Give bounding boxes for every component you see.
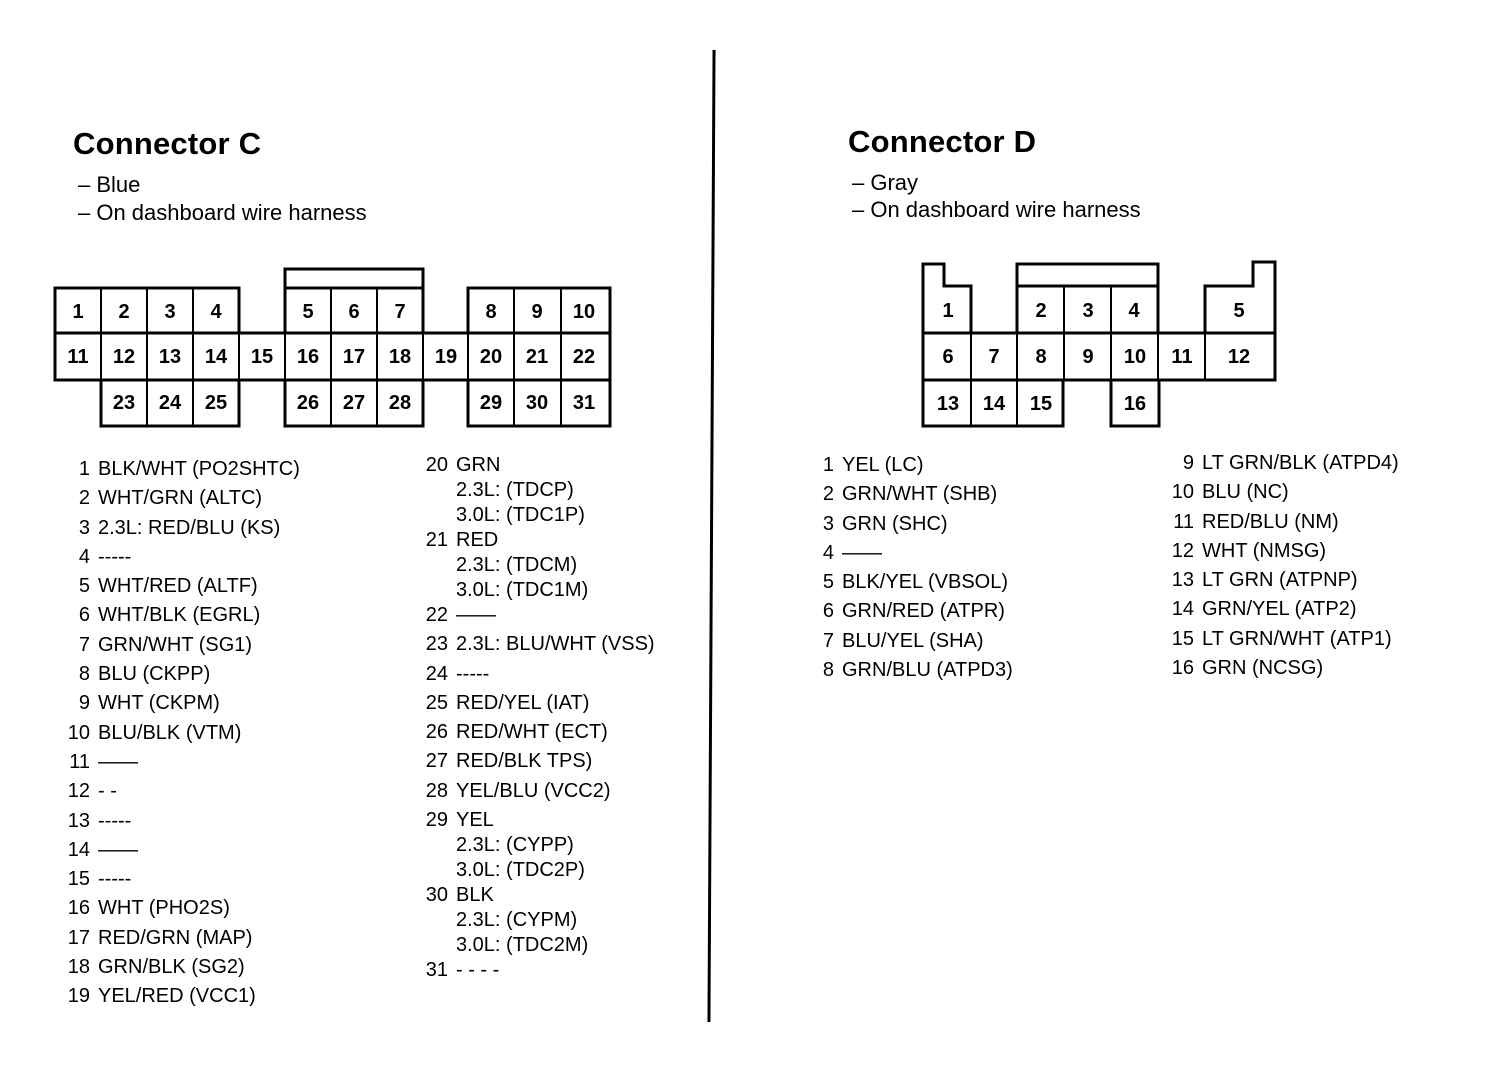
- pin-list-item: [60, 543, 300, 572]
- connector-c-diagram-pin-12: 12: [112, 346, 136, 368]
- connector-c-diagram-pin-22: 22: [572, 346, 596, 368]
- pin-list-item: [60, 777, 300, 806]
- pin-number: 12: [67, 780, 90, 803]
- pin-number: 10: [67, 721, 90, 744]
- connector-d-title: Connector D: [848, 124, 1037, 159]
- pin-description: GRN: [456, 454, 501, 476]
- pin-description: GRN/BLU (ATPD3): [842, 659, 1013, 682]
- connector-c-diagram-pin-25: 25: [204, 392, 228, 414]
- pin-description: RED: [456, 529, 499, 551]
- pin-number: 3: [822, 512, 834, 535]
- connector-c-diagram-pin-14: 14: [204, 346, 228, 368]
- pin-number: 9: [78, 692, 90, 715]
- connector-d-diagram-pin-7: 7: [988, 346, 1000, 368]
- pin-list-item: [1164, 537, 1399, 566]
- connector-c-diagram-pin-28: 28: [388, 392, 412, 414]
- pin-number: 10: [1171, 481, 1194, 504]
- pin-description: -----: [98, 545, 132, 568]
- pin-list-item: [60, 572, 300, 601]
- pin-list-item: [60, 514, 300, 543]
- connector-c-diagram-pin-3: 3: [164, 301, 176, 323]
- connector-c-diagram-pin-23: 23: [112, 392, 136, 414]
- pin-number: 11: [69, 750, 90, 773]
- pin-description: - -: [98, 780, 117, 803]
- pin-number: 18: [67, 956, 90, 979]
- pin-number: 13: [67, 809, 90, 832]
- pin-number: 13: [1171, 569, 1194, 592]
- connector-d-diagram-pin-3: 3: [1082, 300, 1094, 322]
- pin-number: 2: [78, 487, 90, 510]
- connector-d-diagram-pin-16: 16: [1123, 393, 1147, 415]
- connector-c-diagram-pin-17: 17: [342, 346, 366, 368]
- pin-description: GRN/WHT (SG1): [98, 633, 253, 656]
- pin-number: 11: [1173, 510, 1194, 533]
- connector-c-diagram-pin-6: 6: [348, 301, 360, 323]
- connector-d-diagram-pin-6: 6: [942, 346, 954, 368]
- pin-list-item: [60, 924, 300, 953]
- pin-description: BLU/YEL (SHA): [842, 629, 984, 652]
- pin-description: WHT/GRN (ALTC): [98, 487, 263, 510]
- pin-list-item: [418, 691, 655, 720]
- pin-number: 4: [822, 541, 834, 564]
- pin-description: GRN (NCSG): [1202, 657, 1324, 680]
- pin-description: -----: [98, 809, 132, 832]
- pin-number: 15: [67, 868, 90, 891]
- connector-d-diagram-pin-12: 12: [1227, 346, 1251, 368]
- connector-d-diagram-pin-2: 2: [1035, 300, 1047, 322]
- pin-description: BLK/WHT (PO2SHTC): [98, 458, 300, 480]
- pin-number: 14: [1171, 598, 1194, 621]
- connector-c-diagram-pin-15: 15: [250, 346, 274, 368]
- pin-list-item: [60, 953, 300, 982]
- pin-description: RED/BLK TPS): [456, 750, 593, 773]
- connector-c-diagram-pin-16: 16: [296, 346, 320, 368]
- pin-description: WHT/BLK (EGRL): [98, 604, 261, 627]
- pin-list-item: [418, 453, 655, 528]
- pin-list-item: [418, 749, 655, 778]
- pin-variant: 3.0L: (TDC2P): [456, 859, 585, 882]
- pin-description: BLU/BLK (VTM): [98, 721, 242, 744]
- connector-c-diagram-pin-20: 20: [479, 346, 503, 368]
- pin-number: 9: [1182, 452, 1194, 474]
- pin-description: YEL (LC): [842, 454, 924, 476]
- pin-number: 20: [425, 454, 448, 476]
- connector-c-diagram-pin-11: 11: [67, 346, 89, 368]
- pin-description: YEL: [456, 809, 494, 832]
- pin-description: ——: [842, 541, 882, 564]
- pin-number: 19: [67, 985, 90, 1008]
- connector-c-diagram-pin-24: 24: [158, 392, 182, 414]
- pin-variant: 2.3L: (TDCP): [456, 479, 574, 501]
- pin-description: 2.3L: BLU/WHT (VSS): [456, 633, 655, 656]
- connector-d-pin-list-right: [1164, 449, 1399, 683]
- connector-c-diagram-pin-1: 1: [72, 301, 84, 323]
- pin-description: LT GRN/BLK (ATPD4): [1202, 452, 1399, 474]
- pin-description: GRN/BLK (SG2): [98, 956, 245, 979]
- pin-description: BLU (NC): [1202, 481, 1289, 504]
- pin-list-item: [1164, 508, 1399, 537]
- connector-c-diagram-pin-7: 7: [394, 301, 406, 323]
- pin-number: 1: [822, 454, 834, 476]
- pin-description: LT GRN/WHT (ATP1): [1202, 627, 1392, 650]
- connector-c-diagram-pin-9: 9: [531, 301, 543, 323]
- pin-list-item: [812, 568, 1013, 597]
- pin-list-item: [60, 631, 300, 660]
- connector-d-diagram-pin-9: 9: [1082, 346, 1094, 368]
- pin-list-item: [418, 720, 655, 749]
- pin-list-item: [60, 865, 300, 894]
- pin-number: 7: [78, 633, 90, 656]
- pin-list-item: [1164, 654, 1399, 683]
- pin-list-item: [812, 656, 1013, 685]
- pin-description: BLK/YEL (VBSOL): [842, 571, 1008, 594]
- pin-description: GRN (SHC): [842, 512, 948, 535]
- pin-number: 5: [78, 575, 90, 598]
- pin-list-item: [418, 662, 655, 691]
- pin-list-item: [812, 539, 1013, 568]
- pin-description: RED/GRN (MAP): [98, 926, 253, 949]
- pin-list-item: [60, 836, 300, 865]
- connector-d-diagram-pin-4: 4: [1128, 300, 1140, 322]
- pin-description: ——: [456, 604, 496, 626]
- pin-description: LT GRN (ATPNP): [1202, 569, 1358, 592]
- pin-list-item: [1164, 478, 1399, 507]
- pin-list-item: [60, 689, 300, 718]
- connector-c-diagram-pin-4: 4: [210, 301, 222, 323]
- pin-description: WHT (NMSG): [1202, 539, 1327, 562]
- connector-c-diagram-pin-26: 26: [296, 392, 320, 414]
- pin-number: 16: [1171, 657, 1194, 680]
- pin-list-item: [812, 597, 1013, 626]
- pin-list-item: [60, 982, 300, 1011]
- pin-number: 15: [1171, 627, 1194, 650]
- pin-number: 28: [425, 779, 448, 802]
- pin-number: 23: [425, 633, 448, 656]
- pin-variant: 3.0L: (TDC1P): [456, 504, 585, 526]
- pin-list-item: [1164, 595, 1399, 624]
- connector-c-diagram-pin-2: 2: [118, 301, 130, 323]
- pin-number: 30: [425, 884, 448, 907]
- connector-c-diagram-pin-13: 13: [158, 346, 182, 368]
- pin-number: 25: [425, 691, 448, 714]
- connector-d-latch: [1017, 264, 1158, 286]
- pin-description: GRN/RED (ATPR): [842, 600, 1005, 623]
- pin-list-item: [60, 748, 300, 777]
- pin-number: 5: [822, 571, 834, 594]
- connector-d-location: – On dashboard wire harness: [852, 197, 1141, 222]
- pin-number: 2: [822, 483, 834, 506]
- connector-d-diagram-pin-10: 10: [1123, 346, 1147, 368]
- pin-number: 29: [425, 809, 448, 832]
- pin-variant: 2.3L: (CYPM): [456, 909, 578, 932]
- pin-list-item: [60, 719, 300, 748]
- connector-c-pin-list-right: [418, 453, 655, 987]
- connector-d-color: – Gray: [852, 170, 919, 195]
- pin-number: 6: [78, 604, 90, 627]
- pin-list-item: [418, 883, 655, 958]
- pin-number: 27: [425, 750, 448, 773]
- connector-d-diagram-pin-14: 14: [982, 393, 1006, 415]
- pin-number: 22: [425, 604, 448, 626]
- pin-description: RED/WHT (ECT): [456, 721, 608, 744]
- pin-number: 8: [78, 663, 90, 686]
- connector-c-location: – On dashboard wire harness: [78, 200, 367, 225]
- connector-c-diagram-pin-29: 29: [479, 392, 503, 414]
- pin-description: ——: [98, 750, 138, 773]
- pin-list-item: [60, 807, 300, 836]
- connector-d-diagram-pin-8: 8: [1035, 346, 1047, 368]
- connector-c-diagram-pin-27: 27: [342, 392, 366, 414]
- pin-number: 6: [822, 600, 834, 623]
- pin-description: YEL/RED (VCC1): [98, 985, 256, 1008]
- pin-number: 21: [425, 529, 448, 551]
- pin-number: 31: [425, 959, 448, 982]
- pin-number: 1: [78, 458, 90, 480]
- pin-list-item: [812, 480, 1013, 509]
- pin-list-item: [812, 510, 1013, 539]
- pin-description: RED/YEL (IAT): [456, 691, 590, 714]
- pin-list-item: [60, 894, 300, 923]
- pin-variant: 3.0L: (TDC2M): [456, 934, 589, 957]
- connector-c-pin-list-left: [60, 455, 300, 1012]
- connector-d-body: [923, 333, 1275, 380]
- pin-list-item: [1164, 625, 1399, 654]
- connector-d-pin-list-left: [812, 451, 1013, 685]
- pin-list-item: [418, 958, 655, 987]
- pin-description: GRN/YEL (ATP2): [1202, 598, 1357, 621]
- pin-list-item: [812, 451, 1013, 480]
- pin-variant: 2.3L: (CYPP): [456, 834, 574, 857]
- pin-variant: 3.0L: (TDC1M): [456, 579, 589, 601]
- pin-description: YEL/BLU (VCC2): [456, 779, 611, 802]
- connector-c-diagram-pin-5: 5: [302, 301, 314, 323]
- pin-description: RED/BLU (NM): [1202, 510, 1339, 533]
- pin-description: -----: [456, 662, 490, 685]
- connector-d-diagram-pin-1: 1: [942, 300, 954, 322]
- pin-number: 7: [822, 629, 834, 652]
- pin-description: BLU (CKPP): [98, 663, 211, 686]
- pin-number: 4: [78, 545, 90, 568]
- connector-d-diagram-pin-11: 11: [1171, 346, 1193, 368]
- pin-list-item: [418, 632, 655, 661]
- pin-number: 14: [67, 838, 90, 861]
- connector-c-diagram-pin-31: 31: [572, 392, 596, 414]
- pin-number: 8: [822, 659, 834, 682]
- connector-d-diagram-pin-5: 5: [1233, 300, 1245, 322]
- pin-list-item: [418, 779, 655, 808]
- connector-d-diagram-pin-13: 13: [936, 393, 960, 415]
- pin-number: 12: [1171, 539, 1194, 562]
- pin-description: - - - -: [456, 959, 500, 982]
- pin-list-item: [60, 660, 300, 689]
- pin-list-item: [1164, 566, 1399, 595]
- connector-c-color: – Blue: [78, 172, 141, 197]
- connector-c-title: Connector C: [73, 126, 262, 161]
- pin-variant: 2.3L: (TDCM): [456, 554, 578, 576]
- pin-number: 3: [78, 516, 90, 539]
- pin-description: ——: [98, 838, 138, 861]
- pin-list-item: [60, 455, 300, 484]
- connector-c-diagram-pin-18: 18: [388, 346, 412, 368]
- connector-c-diagram-pin-19: 19: [434, 346, 458, 368]
- pin-description: 2.3L: RED/BLU (KS): [98, 516, 281, 539]
- pin-number: 24: [425, 662, 448, 685]
- pin-description: BLK: [456, 884, 494, 907]
- pin-description: -----: [98, 868, 132, 891]
- pin-list-item: [60, 484, 300, 513]
- connector-c-diagram-pin-30: 30: [525, 392, 549, 414]
- pin-description: WHT/RED (ALTF): [98, 575, 258, 598]
- pin-description: GRN/WHT (SHB): [842, 483, 998, 506]
- pin-number: 26: [425, 721, 448, 744]
- connector-c-diagram-pin-10: 10: [572, 301, 596, 323]
- connector-d-diagram-pin-15: 15: [1029, 393, 1053, 415]
- connector-c-diagram-pin-8: 8: [485, 301, 497, 323]
- pin-description: WHT (CKPM): [98, 692, 220, 715]
- pin-list-item: [1164, 449, 1399, 478]
- pin-number: 17: [67, 926, 90, 949]
- pin-list-item: [418, 528, 655, 603]
- pin-list-item: [418, 603, 655, 632]
- pin-list-item: [418, 808, 655, 883]
- pin-list-item: [812, 627, 1013, 656]
- connector-c-diagram-pin-21: 21: [525, 346, 549, 368]
- pin-number: 16: [67, 897, 90, 920]
- pin-list-item: [60, 601, 300, 630]
- pin-description: WHT (PHO2S): [98, 897, 230, 920]
